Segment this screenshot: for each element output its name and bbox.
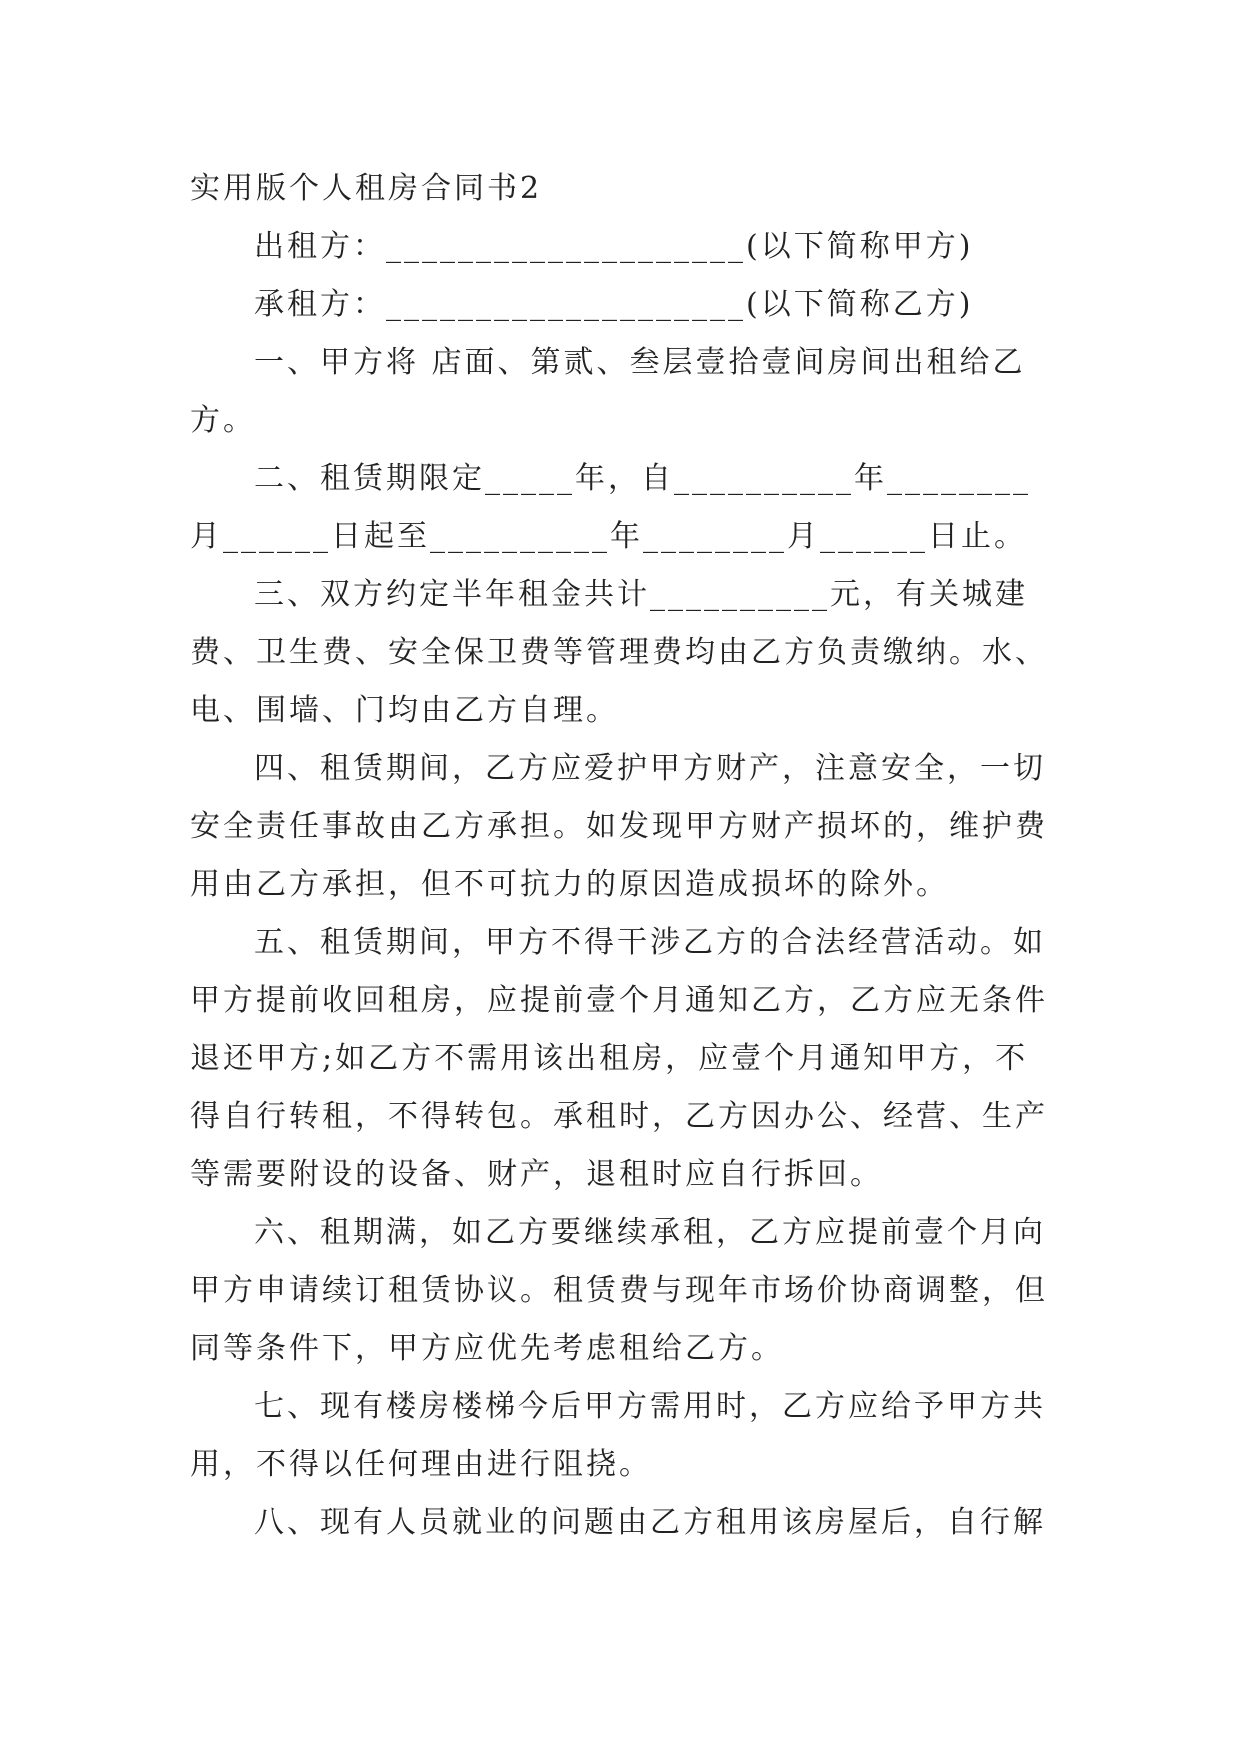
clause-4: 四、租赁期间，乙方应爱护甲方财产，注意安全，一切安全责任事故由乙方承担。如发现甲方财产损坏的，维护费用由乙方承担，但不可抗力的原因造成损坏的除外。: [190, 751, 1048, 902]
lessee-line: 承租方：____________________(以下简称乙方): [254, 287, 974, 322]
clause-6: 六、租期满，如乙方要继续承租，乙方应提前壹个月向甲方申请续订租赁协议。租赁费与现年市场价协商调整，但同等条件下，甲方应优先考虑租给乙方。: [190, 1215, 1048, 1366]
clause-2: 二、租赁期限定_____年，自__________年________月______日起至__________年________月______日止。: [190, 461, 1031, 554]
clause-3: 三、双方约定半年租金共计__________元，有关城建费、卫生费、安全保卫费等管理费均由乙方负责缴纳。水、电、围墙、门均由乙方自理。: [190, 577, 1048, 728]
clause-8: 八、现有人员就业的问题由乙方租用该房屋后，自行解: [254, 1505, 1046, 1540]
lessor-line: 出租方：____________________(以下简称甲方): [254, 229, 974, 264]
clause-7: 七、现有楼房楼梯今后甲方需用时，乙方应给予甲方共用，不得以任何理由进行阻挠。: [190, 1389, 1046, 1482]
clause-5: 五、租赁期间，甲方不得干涉乙方的合法经营活动。如甲方提前收回租房，应提前壹个月通知乙方，乙方应无条件退还甲方;如乙方不需用该出租房，应壹个月通知甲方，不得自行转租，不得转包。承租时，乙方因办公、经营、生产等需要附设的设备、财产，退租时应自行拆回。: [190, 925, 1048, 1192]
clause-1: 一、甲方将 店面、第贰、叁层壹拾壹间房间出租给乙方。: [190, 345, 1026, 438]
document-title: 实用版个人租房合同书2: [190, 171, 543, 206]
document-body: [190, 160, 1050, 1552]
